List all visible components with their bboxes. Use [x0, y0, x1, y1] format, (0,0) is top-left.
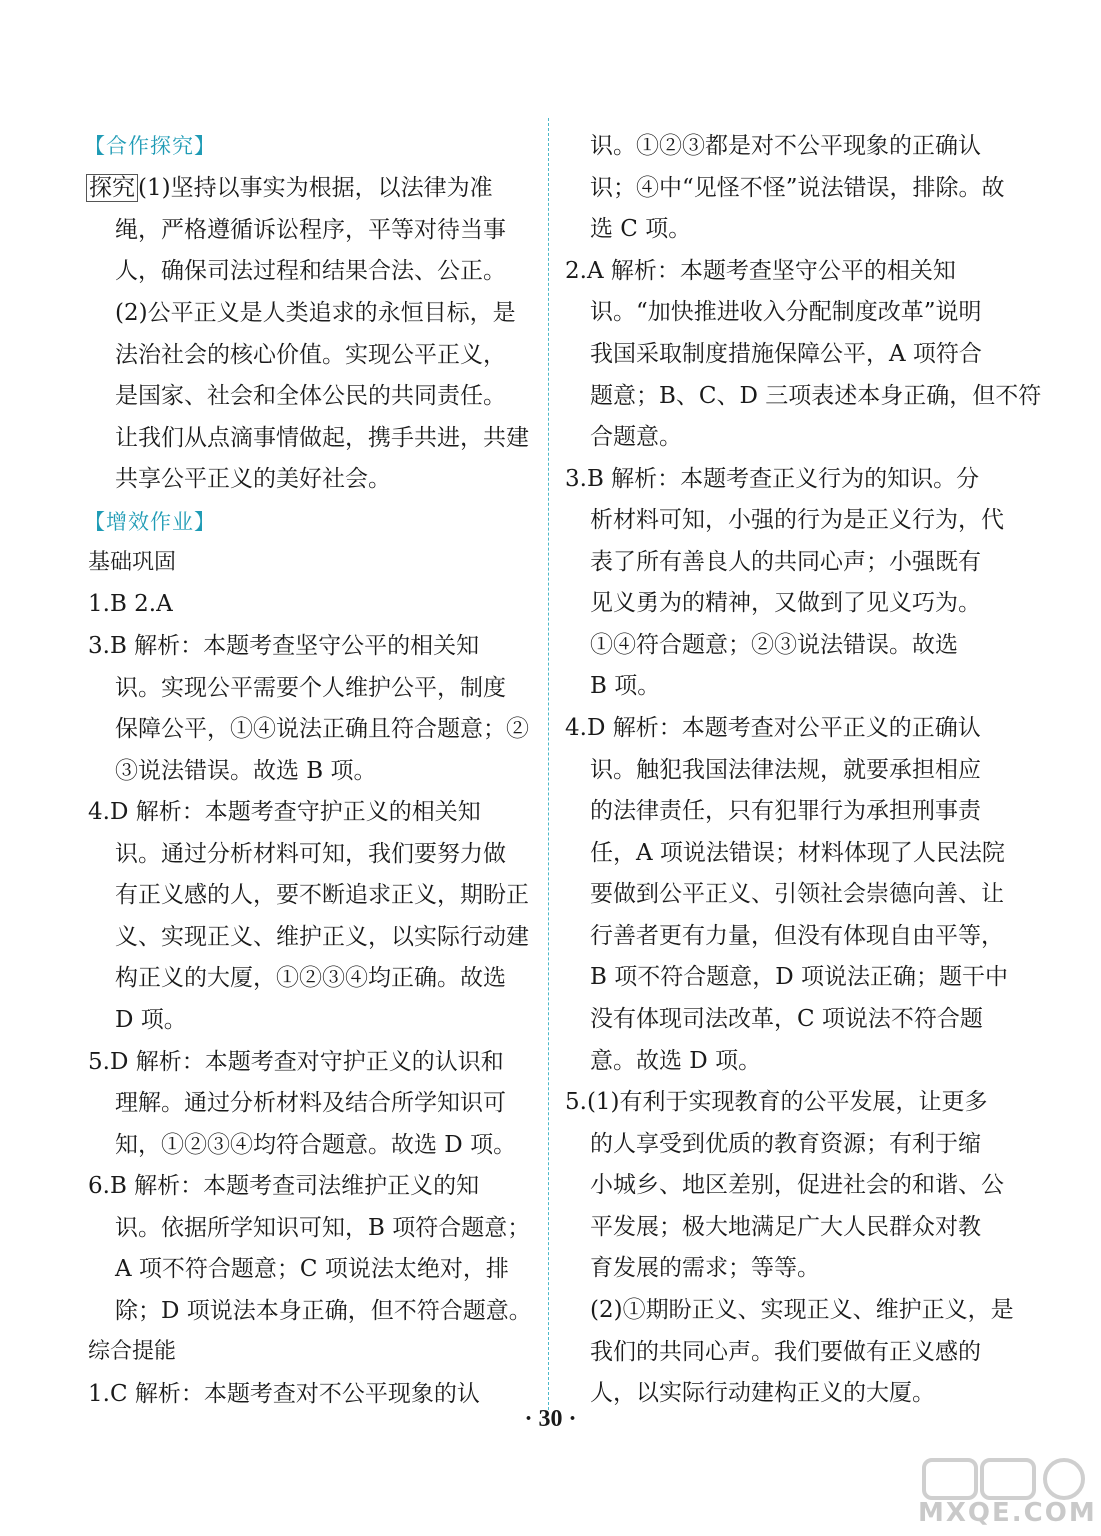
- answer-3-line: 识。实现公平需要个人维护公平，制度: [115, 675, 506, 701]
- comp-answer-3-line: 表了所有善良人的共同心声；小强既有: [590, 549, 981, 575]
- comp-answer-4-line: 没有体现司法改革，C 项说法不符合题: [590, 1006, 983, 1032]
- column-divider: [548, 118, 549, 1410]
- comp-answer-2-line: 题意；B、C、D 三项表述本身正确，但不符: [590, 383, 1042, 409]
- comp-answer-4-line: 行善者更有力量，但没有体现自由平等，: [590, 923, 1004, 949]
- comp-answer-5-line: 我们的共同心声。我们要做有正义感的: [590, 1339, 981, 1365]
- comp-answer-4-line: 意。故选 D 项。: [590, 1048, 762, 1074]
- answer-4-line: 识。通过分析材料可知，我们要努力做: [115, 841, 506, 867]
- answer-6-line: A 项不符合题意；C 项说法太绝对，排: [115, 1256, 509, 1282]
- answer-4: 4.D 解析：本题考查守护正义的相关知: [88, 799, 481, 825]
- comp-answer-5-line: 平发展；极大地满足广大人民群众对教: [590, 1214, 981, 1240]
- comp-answer-5-line: 育发展的需求；等等。: [590, 1255, 820, 1281]
- comp-answer-5: 5.(1)有利于实现教育的公平发展，让更多: [565, 1089, 988, 1115]
- answer-4-line: 构正义的大厦，①②③④均正确。故选: [115, 965, 506, 991]
- text-line: 法治社会的核心价值。实现公平正义，: [115, 342, 506, 368]
- comp-answer-2-line: 我国采取制度措施保障公平，A 项符合: [590, 341, 982, 367]
- answer-5-line: 理解。通过分析材料及结合所学知识可: [115, 1090, 506, 1116]
- comp-answer-4-line: 的法律责任，只有犯罪行为承担刑事责: [590, 798, 981, 824]
- page-number: · 30 ·: [524, 1406, 577, 1432]
- text-line: 共享公平正义的美好社会。: [115, 466, 391, 492]
- answer-6: 6.B 解析：本题考查司法维护正义的知: [88, 1173, 480, 1199]
- answer-6-line: 识。依据所学知识可知，B 项符合题意；: [115, 1215, 531, 1241]
- comp-answer-5-line: 人，以实际行动建构正义的大厦。: [590, 1380, 935, 1406]
- answer-3-line: 保障公平，①④说法正确且符合题意；②: [115, 716, 529, 742]
- comp-answer-5-line: 小城乡、地区差别，促进社会的和谐、公: [590, 1172, 1004, 1198]
- text-line: (1)坚持以事实为根据，以法律为准: [138, 175, 493, 201]
- answers-1-2: 1.B 2.A: [88, 591, 173, 617]
- comp-answer-1-line: 识；④中“见怪不怪”说法错误，排除。故: [590, 175, 1005, 201]
- comp-answer-1-line: 选 C 项。: [590, 216, 692, 242]
- text-line: 人，确保司法过程和结果合法、公正。: [115, 258, 506, 284]
- comp-answer-2-line: 识。“加快推进收入分配制度改革”说明: [590, 299, 982, 325]
- comp-answer-4-line: 要做到公平正义、引领社会崇德向善、让: [590, 881, 1004, 907]
- comp-answer-1-line: 识。①②③都是对不公平现象的正确认: [590, 133, 981, 159]
- answer-4-line: 有正义感的人，要不断追求正义，期盼正: [115, 882, 529, 908]
- tanjiu-line: [86, 173, 493, 203]
- answer-6-line: 除；D 项说法本身正确，但不符合题意。: [115, 1298, 532, 1324]
- text-line: 是国家、社会和全体公民的共同责任。: [115, 383, 506, 409]
- answer-3: 3.B 解析：本题考查坚守公平的相关知: [88, 633, 480, 659]
- text-line: 绳，严格遵循诉讼程序，平等对待当事: [115, 217, 506, 243]
- answer-4-line: D 项。: [115, 1007, 187, 1033]
- comp-answer-3-line: ①④符合题意；②③说法错误。故选: [590, 632, 958, 658]
- tanjiu-label: 探究: [86, 174, 138, 202]
- comp-answer-2: 2.A 解析：本题考查坚守公平的相关知: [565, 258, 956, 284]
- answer-5-line: 知，①②③④均符合题意。故选 D 项。: [115, 1132, 517, 1158]
- answer-4-line: 义、实现正义、维护正义，以实际行动建: [115, 924, 529, 950]
- hezuo-tag: 【合作探究】: [84, 134, 216, 158]
- comp-answer-3-line: 析材料可知，小强的行为是正义行为，代: [590, 507, 1004, 533]
- comp-answer-2-line: 合题意。: [590, 424, 682, 450]
- comp-answer-1: 1.C 解析：本题考查对不公平现象的认: [88, 1381, 480, 1407]
- comp-answer-3: 3.B 解析：本题考查正义行为的知识。分: [565, 466, 980, 492]
- zonghe-heading: 综合提能: [88, 1339, 177, 1364]
- watermark-logo-icon: [918, 1456, 1094, 1502]
- comp-answer-5-line: 的人享受到优质的教育资源；有利于缩: [590, 1131, 981, 1157]
- comp-answer-3-line: B 项。: [590, 673, 661, 699]
- answer-3-line: ③说法错误。故选 B 项。: [115, 758, 377, 784]
- jichu-heading: 基础巩固: [88, 550, 177, 575]
- comp-answer-4: 4.D 解析：本题考查对公平正义的正确认: [565, 715, 981, 741]
- watermark-text: MXQE.COM: [918, 1498, 1097, 1528]
- answer-5: 5.D 解析：本题考查对守护正义的认识和: [88, 1049, 504, 1075]
- comp-answer-4-line: B 项不符合题意，D 项说法正确；题干中: [590, 964, 1008, 990]
- text-line: 让我们从点滴事情做起，携手共进，共建: [115, 425, 529, 451]
- comp-answer-4-line: 识。触犯我国法律法规，就要承担相应: [590, 757, 981, 783]
- watermark: [918, 1456, 1097, 1530]
- comp-answer-5-line: (2)①期盼正义、实现正义、维护正义，是: [590, 1297, 1014, 1323]
- comp-answer-4-line: 任，A 项说法错误；材料体现了人民法院: [590, 840, 1005, 866]
- comp-answer-3-line: 见义勇为的精神，又做到了见义巧为。: [590, 590, 981, 616]
- zengxiao-tag: 【增效作业】: [84, 510, 216, 534]
- text-line: (2)公平正义是人类追求的永恒目标，是: [115, 300, 516, 326]
